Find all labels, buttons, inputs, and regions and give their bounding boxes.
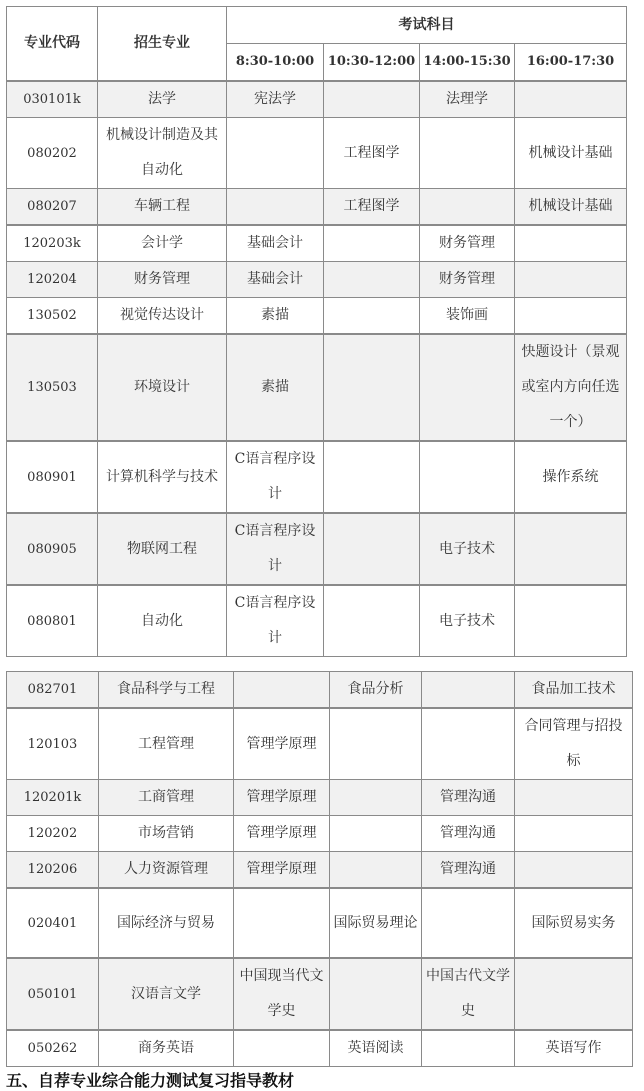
major-code: 030101k xyxy=(7,81,98,118)
major-name: 法学 xyxy=(98,81,227,118)
subject-slot-2 xyxy=(324,334,420,441)
subject-slot-3: 财务管理 xyxy=(420,262,515,298)
major-code: 120203k xyxy=(7,225,98,262)
major-code: 082701 xyxy=(7,672,99,709)
exam-schedule-table-2 xyxy=(6,671,633,1067)
subject-slot-3: 电子技术 xyxy=(420,513,515,585)
subject-slot-4 xyxy=(515,225,627,262)
subject-slot-2 xyxy=(324,225,420,262)
major-name: 视觉传达设计 xyxy=(98,298,227,335)
table-row xyxy=(7,441,627,513)
subject-slot-1: C语言程序设计 xyxy=(227,585,324,657)
subject-slot-4 xyxy=(515,262,627,298)
subject-slot-2 xyxy=(324,585,420,657)
subject-slot-2 xyxy=(330,958,422,1030)
table-row xyxy=(7,189,627,226)
major-code: 050262 xyxy=(7,1030,99,1067)
subject-slot-1: 管理学原理 xyxy=(234,816,330,852)
subject-slot-1: 管理学原理 xyxy=(234,780,330,816)
major-name: 汉语言文学 xyxy=(99,958,234,1030)
major-name: 环境设计 xyxy=(98,334,227,441)
section-heading-clipped: 五、自荐专业综合能力测试复习指导教材 xyxy=(6,1071,295,1090)
subject-slot-4: 机械设计基础 xyxy=(515,189,627,226)
subject-slot-3 xyxy=(420,118,515,189)
major-code: 050101 xyxy=(7,958,99,1030)
table-row xyxy=(7,585,627,657)
table-row xyxy=(7,708,633,780)
subject-slot-4 xyxy=(515,81,627,118)
subject-slot-1 xyxy=(234,888,330,958)
subject-slot-4 xyxy=(515,852,633,889)
major-code: 120206 xyxy=(7,852,99,889)
subject-slot-2 xyxy=(330,816,422,852)
header-exam-subjects: 考试科目 xyxy=(227,7,627,44)
table-row xyxy=(7,225,627,262)
subject-slot-1 xyxy=(227,189,324,226)
table-row xyxy=(7,958,633,1030)
subject-slot-2: 英语阅读 xyxy=(330,1030,422,1067)
subject-slot-1: 基础会计 xyxy=(227,225,324,262)
subject-slot-3 xyxy=(422,708,515,780)
subject-slot-3: 电子技术 xyxy=(420,585,515,657)
subject-slot-3: 中国古代文学史 xyxy=(422,958,515,1030)
major-name: 财务管理 xyxy=(98,262,227,298)
major-code: 080801 xyxy=(7,585,98,657)
subject-slot-4: 英语写作 xyxy=(515,1030,633,1067)
major-code: 080207 xyxy=(7,189,98,226)
subject-slot-4 xyxy=(515,816,633,852)
subject-slot-2: 工程图学 xyxy=(324,189,420,226)
subject-slot-3 xyxy=(420,189,515,226)
subject-slot-3: 财务管理 xyxy=(420,225,515,262)
subject-slot-2 xyxy=(324,513,420,585)
major-name: 商务英语 xyxy=(99,1030,234,1067)
header-major-name: 招生专业 xyxy=(98,7,227,81)
subject-slot-4: 机械设计基础 xyxy=(515,118,627,189)
major-name: 计算机科学与技术 xyxy=(98,441,227,513)
major-name: 机械设计制造及其自动化 xyxy=(98,118,227,189)
header-major-code: 专业代码 xyxy=(7,7,98,81)
major-name: 食品科学与工程 xyxy=(99,672,234,709)
subject-slot-3: 管理沟通 xyxy=(422,852,515,889)
table-row xyxy=(7,780,633,816)
major-code: 080202 xyxy=(7,118,98,189)
major-code: 120201k xyxy=(7,780,99,816)
major-code: 080905 xyxy=(7,513,98,585)
subject-slot-3 xyxy=(420,334,515,441)
subject-slot-3 xyxy=(422,888,515,958)
major-name: 国际经济与贸易 xyxy=(99,888,234,958)
subject-slot-4: 合同管理与招投标 xyxy=(515,708,633,780)
major-code: 120204 xyxy=(7,262,98,298)
major-name: 工程管理 xyxy=(99,708,234,780)
subject-slot-3 xyxy=(420,441,515,513)
table-row xyxy=(7,672,633,709)
table-row xyxy=(7,81,627,118)
subject-slot-3: 法理学 xyxy=(420,81,515,118)
table-row xyxy=(7,513,627,585)
subject-slot-1: 素描 xyxy=(227,298,324,335)
major-code: 080901 xyxy=(7,441,98,513)
major-name: 工商管理 xyxy=(99,780,234,816)
header-slot-2: 10:30-12:00 xyxy=(324,44,420,81)
major-name: 会计学 xyxy=(98,225,227,262)
subject-slot-3 xyxy=(422,1030,515,1067)
subject-slot-2 xyxy=(330,708,422,780)
subject-slot-3: 管理沟通 xyxy=(422,780,515,816)
table-row xyxy=(7,1030,633,1067)
subject-slot-1: 基础会计 xyxy=(227,262,324,298)
subject-slot-2 xyxy=(324,441,420,513)
subject-slot-2: 工程图学 xyxy=(324,118,420,189)
header-slot-1: 8:30-10:00 xyxy=(227,44,324,81)
subject-slot-2 xyxy=(330,852,422,889)
subject-slot-2 xyxy=(324,298,420,335)
subject-slot-2: 国际贸易理论 xyxy=(330,888,422,958)
subject-slot-3: 管理沟通 xyxy=(422,816,515,852)
table-row xyxy=(7,118,627,189)
subject-slot-4 xyxy=(515,958,633,1030)
major-name: 人力资源管理 xyxy=(99,852,234,889)
subject-slot-1: 宪法学 xyxy=(227,81,324,118)
table-row xyxy=(7,816,633,852)
major-name: 车辆工程 xyxy=(98,189,227,226)
subject-slot-4 xyxy=(515,513,627,585)
subject-slot-4: 快题设计（景观或室内方向任选一个） xyxy=(515,334,627,441)
major-name: 自动化 xyxy=(98,585,227,657)
exam-schedule-table-1 xyxy=(6,6,627,657)
subject-slot-1 xyxy=(234,672,330,709)
subject-slot-1: C语言程序设计 xyxy=(227,513,324,585)
subject-slot-4 xyxy=(515,780,633,816)
major-name: 市场营销 xyxy=(99,816,234,852)
subject-slot-1: 管理学原理 xyxy=(234,852,330,889)
subject-slot-1: C语言程序设计 xyxy=(227,441,324,513)
subject-slot-2 xyxy=(324,81,420,118)
subject-slot-1 xyxy=(227,118,324,189)
table-row xyxy=(7,888,633,958)
subject-slot-2 xyxy=(330,780,422,816)
clipped-text-top xyxy=(0,0,220,4)
header-slot-3: 14:00-15:30 xyxy=(420,44,515,81)
subject-slot-2 xyxy=(324,262,420,298)
subject-slot-1: 中国现当代文学史 xyxy=(234,958,330,1030)
subject-slot-2: 食品分析 xyxy=(330,672,422,709)
table-row xyxy=(7,298,627,335)
subject-slot-4: 国际贸易实务 xyxy=(515,888,633,958)
subject-slot-1: 管理学原理 xyxy=(234,708,330,780)
major-name: 物联网工程 xyxy=(98,513,227,585)
table-row xyxy=(7,852,633,889)
subject-slot-4 xyxy=(515,298,627,335)
subject-slot-4 xyxy=(515,585,627,657)
major-code: 120103 xyxy=(7,708,99,780)
major-code: 020401 xyxy=(7,888,99,958)
subject-slot-4: 食品加工技术 xyxy=(515,672,633,709)
subject-slot-3: 装饰画 xyxy=(420,298,515,335)
major-code: 130502 xyxy=(7,298,98,335)
table-row xyxy=(7,262,627,298)
subject-slot-3 xyxy=(422,672,515,709)
major-code: 120202 xyxy=(7,816,99,852)
major-code: 130503 xyxy=(7,334,98,441)
subject-slot-1: 素描 xyxy=(227,334,324,441)
header-slot-4: 16:00-17:30 xyxy=(515,44,627,81)
subject-slot-4: 操作系统 xyxy=(515,441,627,513)
table-row xyxy=(7,334,627,441)
subject-slot-1 xyxy=(234,1030,330,1067)
